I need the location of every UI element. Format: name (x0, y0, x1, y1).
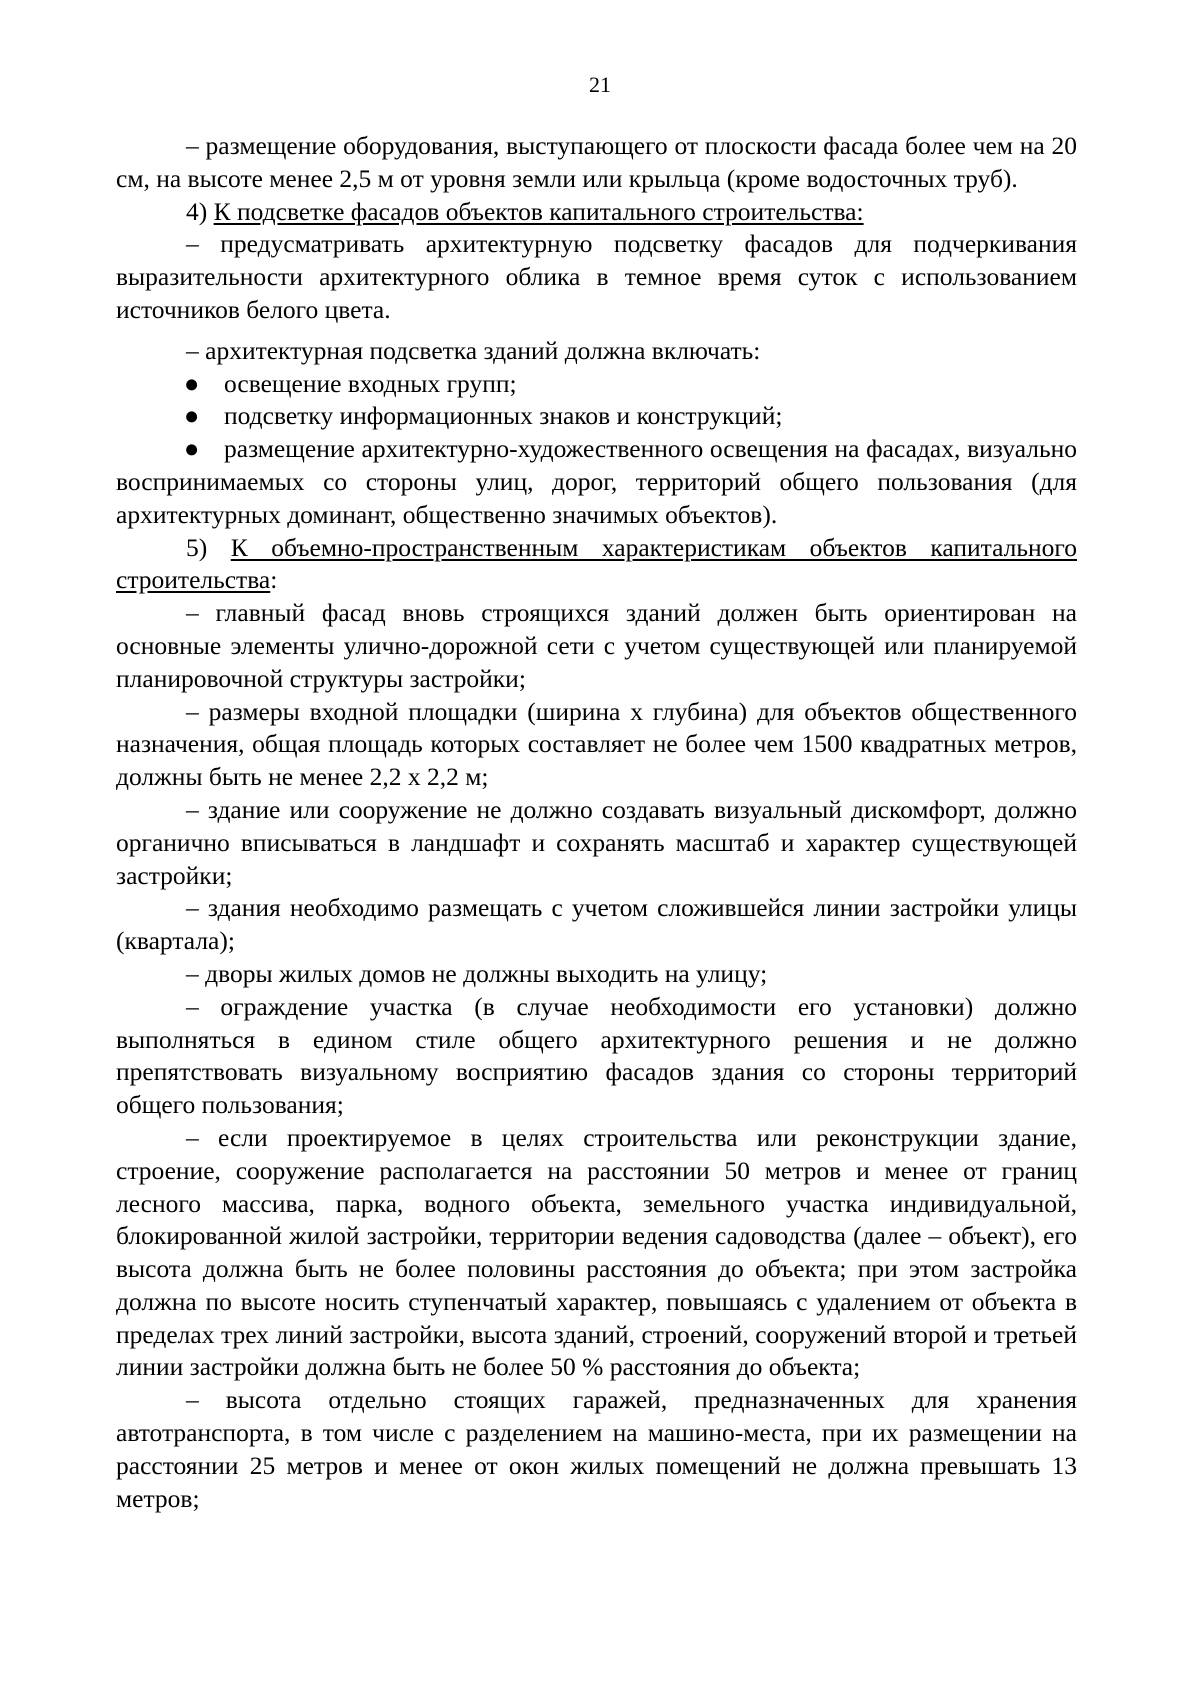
document-body (116, 130, 1077, 1515)
list-item: ● освещение входных групп; (116, 368, 1077, 401)
paragraph-visual-discomfort: – здание или сооружение не должно создавать визуальный дискомфорт, должно органично вписываться в ландшафт и сохранять масштаб и характер существующей застройки; (116, 794, 1077, 890)
heading-number: 5) (186, 532, 231, 562)
list-item: ● размещение архитектурно-художественного освещения на фасадах, визуально воспринимаемых со стороны улиц, дорог, территорий общего пользования (для архитектурных доминант, общественно значимых объектов). (116, 434, 1077, 529)
page-number: 21 (589, 72, 611, 97)
paragraph-height-limit: – если проектируемое в целях строительства или реконструкции здание, строение, сооружение располагается на расстоянии 50 метров и менее от границ лесного массива, парка, водного объекта, земельного участка индивидуальной, блокированной жилой застройки, территории ведения садоводства (далее – объект), его высота должна быть не более половины расстояния до объекта; при этом застройка должна по высоте носить ступенчатый характер, повышаясь с удалением от объекта в пределах трех линий застройки, высота зданий, строений, сооружений второй и третьей линии застройки должна быть не более 50 % расстояния до объекта; (116, 1122, 1077, 1382)
paragraph-lighting-provision: – предусматривать архитектурную подсветку фасадов для подчеркивания выразительности архитектурного облика в темное время суток с использованием источников белого цвета. (116, 229, 1077, 324)
heading-title: К объемно-пространственным характеристикам объектов капитального строительства (116, 532, 1077, 595)
paragraph-equipment: – размещение оборудования, выступающего от плоскости фасада более чем на 20 см, на высоте менее 2,5 м от уровня земли или крыльца (кроме водосточных труб). (116, 131, 1077, 193)
paragraph-entrance-area: – размеры входной площадки (ширина x глубина) для объектов общественного назначения, общая площадь которых составляет не более чем 1500 квадратных метров, должны быть не менее 2,2 x 2,2 м; (116, 696, 1077, 792)
list-item: ● подсветку информационных знаков и конструкций; (116, 400, 1077, 433)
heading-facade-lighting (116, 196, 1077, 229)
paragraph-garages: – высота отдельно стоящих гаражей, предназначенных для хранения автотранспорта, в том числе с разделением на машино-места, при их размещении на расстоянии 25 метров и менее от окон жилых помещений не должна превышать 13 метров; (116, 1385, 1077, 1513)
paragraph-fencing: – ограждение участка (в случае необходимости его установки) должно выполняться в едином стиле общего архитектурного решения и не должно препятствовать визуальному восприятию фасадов здания со стороны территорий общего пользования; (116, 991, 1077, 1120)
heading-volume-characteristics: 5) К объемно-пространственным характеристикам объектов капитального строительства: (116, 532, 1077, 595)
paragraph-main-facade: – главный фасад вновь строящихся зданий должен быть ориентирован на основные элементы улично-дорожной сети с учетом существующей или планируемой планировочной структуры застройки; (116, 598, 1077, 693)
heading-number: 4) (186, 196, 214, 226)
bullet-icon: ● (184, 368, 200, 398)
paragraph-building-line: – здания необходимо размещать с учетом сложившейся линии застройки улицы (квартала); (116, 893, 1077, 956)
bullet-icon: ● (184, 401, 200, 431)
paragraph-lighting-include: – архитектурная подсветка зданий должна включать: (186, 335, 761, 365)
bullet-icon: ● (184, 434, 200, 464)
paragraph-courtyards: – дворы жилых домов не должны выходить на улицу; (186, 958, 768, 988)
heading-title: К подсветке фасадов объектов капитального строительства: (213, 196, 864, 226)
